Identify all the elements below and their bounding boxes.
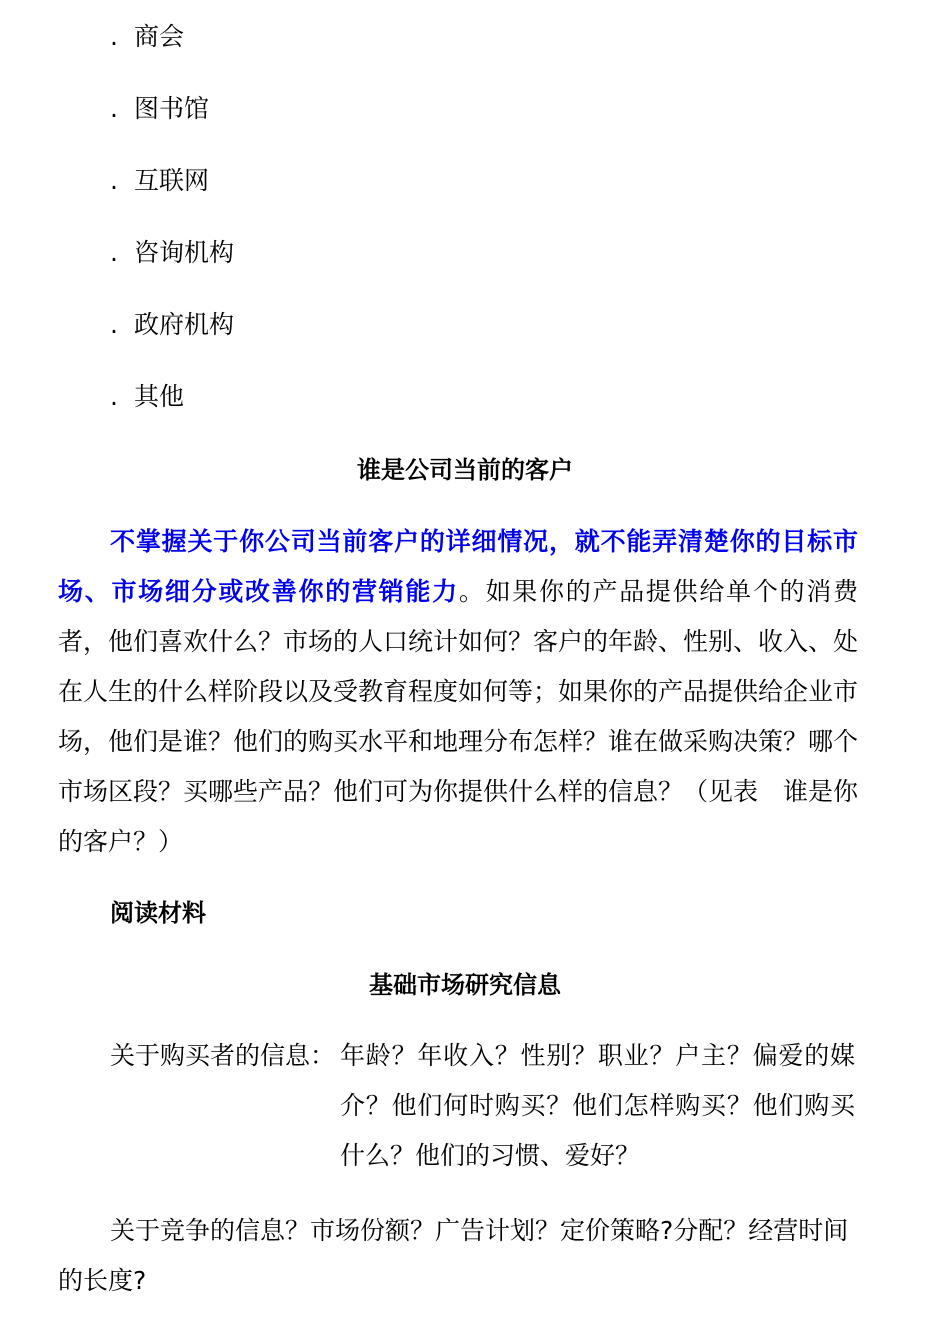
list-item bbox=[110, 382, 184, 412]
list-item-label: 互联网 bbox=[134, 166, 210, 195]
body-paragraph bbox=[58, 517, 858, 867]
subsection-title: 基础市场研究信息 bbox=[369, 971, 561, 999]
buyer-info-label: 关于购买者的信息： bbox=[110, 1041, 336, 1070]
list-item bbox=[110, 310, 234, 340]
paragraph-text: 。如果你的产品提供给单个的消费者，他们喜欢什么？市场的人口统计如何？客户的年龄、性别、收入、处在人生的什么样阶段以及受教育程度如何等；如果你的产品提供给企业市场，他们是谁？他们的购买水平和地理分布怎样？谁在做采购决策？哪个市场区段？买哪些产品？他们可为你提供什么样的信息？（见表 谁是你的客户？） bbox=[58, 577, 859, 856]
buyer-info-text: 年龄？年收入？性别？职业？户主？偏爱的媒介？他们何时购买？他们怎样购买？他们购买什么？他们的习惯、爱好？ bbox=[340, 1041, 855, 1170]
reading-material-label: 阅读材料 bbox=[110, 899, 206, 927]
list-bullet: . bbox=[110, 22, 118, 51]
list-item-label: 政府机构 bbox=[134, 310, 235, 339]
list-bullet: . bbox=[110, 166, 118, 195]
list-item-label: 商会 bbox=[134, 22, 185, 51]
list-bullet: . bbox=[110, 382, 118, 411]
list-item bbox=[110, 166, 209, 196]
highlighted-text: 不掌握关于你公司当前客户的详细情况，就不能弄清楚你的目标市场、市场细分或改善你的营销能力 bbox=[58, 527, 858, 606]
list-item bbox=[110, 94, 209, 124]
list-item-label: 咨询机构 bbox=[134, 238, 235, 267]
list-bullet: . bbox=[110, 94, 118, 123]
competition-paragraph: 关于竞争的信息？市场份额？广告计划？定价策略?分配？经营时间的长度? bbox=[58, 1216, 849, 1295]
list-item bbox=[110, 238, 234, 268]
list-bullet: . bbox=[110, 310, 118, 339]
list-item-label: 其他 bbox=[134, 382, 185, 411]
list-item-label: 图书馆 bbox=[134, 94, 210, 123]
list-bullet: . bbox=[110, 238, 118, 267]
list-item bbox=[110, 22, 184, 52]
section-title: 谁是公司当前的客户 bbox=[357, 456, 573, 484]
